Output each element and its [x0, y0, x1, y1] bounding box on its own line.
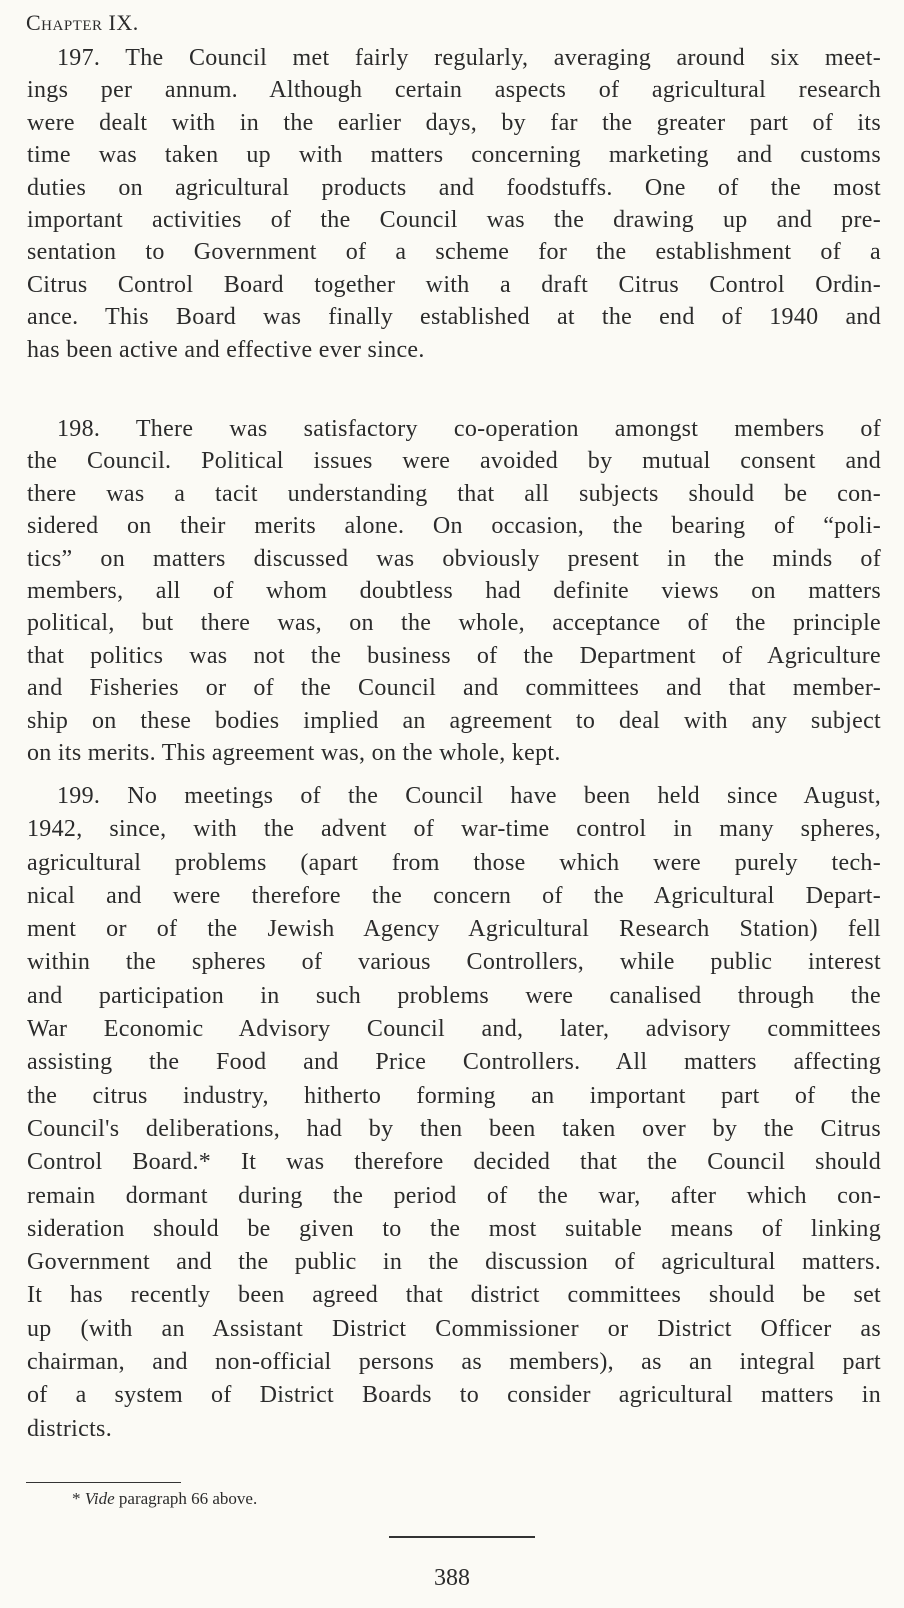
- footnote-vide: Vide: [84, 1489, 115, 1508]
- text-line: that politics was not the business of the Department of Agriculture: [27, 642, 881, 669]
- text-line: the citrus industry, hitherto forming an important part of the: [27, 1082, 881, 1109]
- footnote-text: paragraph 66 above.: [118, 1489, 258, 1508]
- text-line: of a system of District Boards to consider agricultural matters in: [27, 1382, 881, 1409]
- text-line: important activities of the Council was the drawing up and pre-: [27, 206, 881, 233]
- text-line: ance. This Board was finally established at the end of 1940 and: [27, 304, 881, 331]
- text-line: on its merits. This agreement was, on the whole, kept.: [27, 739, 561, 766]
- text-line: nical and were therefore the concern of the Agricultural Depart-: [27, 882, 881, 909]
- footnote: [72, 1489, 257, 1509]
- text-line: ship on these bodies implied an agreement to deal with any subject: [27, 707, 881, 734]
- text-line: 198. There was satisfactory co-operation amongst members of: [57, 416, 881, 442]
- text-line: sidered on their merits alone. On occasion, the bearing of “poli-: [27, 513, 881, 540]
- paragraph-197: [27, 42, 881, 366]
- text-line: ings per annum. Although certain aspects of agricultural research: [27, 77, 881, 104]
- text-line: members, all of whom doubtless had definite views on matters: [27, 577, 881, 604]
- footnote-marker: *: [72, 1489, 81, 1508]
- text-line: agricultural problems (apart from those which were purely tech-: [27, 849, 881, 876]
- text-line: Council's deliberations, had by then been taken over by the Citrus: [27, 1115, 881, 1142]
- text-line: 199. No meetings of the Council have been held since August,: [57, 783, 881, 809]
- text-line: It has recently been agreed that district committees should be set: [27, 1282, 881, 1309]
- text-line: there was a tacit understanding that all subjects should be con-: [27, 480, 881, 507]
- text-line: within the spheres of various Controllers, while public interest: [27, 949, 881, 976]
- page-number: 388: [434, 1565, 470, 1591]
- text-line: the Council. Political issues were avoided by mutual consent and: [27, 448, 881, 475]
- chapter-heading: Chapter IX.: [26, 10, 139, 35]
- text-line: Control Board.* It was therefore decided that the Council should: [27, 1149, 881, 1176]
- footnote-divider: [26, 1482, 181, 1483]
- text-line: tics” on matters discussed was obviously present in the minds of: [27, 545, 881, 572]
- text-line: political, but there was, on the whole, acceptance of the principle: [27, 610, 881, 637]
- text-line: 197. The Council met fairly regularly, averaging around six meet-: [57, 45, 881, 71]
- text-line: ment or of the Jewish Agency Agricultural Research Station) fell: [27, 916, 881, 943]
- text-line: districts.: [27, 1415, 112, 1442]
- text-line: sentation to Government of a scheme for the establishment of a: [27, 239, 881, 266]
- paragraph-198: [27, 413, 881, 769]
- text-line: duties on agricultural products and foodstuffs. One of the most: [27, 174, 881, 201]
- paragraph-199: [27, 780, 881, 1446]
- text-line: War Economic Advisory Council and, later, advisory committees: [27, 1016, 881, 1043]
- section-end-rule: [389, 1536, 535, 1538]
- text-line: and participation in such problems were canalised through the: [27, 982, 881, 1009]
- text-line: Government and the public in the discussion of agricultural matters.: [27, 1249, 881, 1276]
- text-line: time was taken up with matters concerning marketing and customs: [27, 142, 881, 169]
- text-line: assisting the Food and Price Controllers. All matters affecting: [27, 1049, 881, 1076]
- text-line: and Fisheries or of the Council and committees and that member-: [27, 675, 881, 702]
- text-line: has been active and effective ever since.: [27, 336, 425, 363]
- text-line: chairman, and non-official persons as members), as an integral part: [27, 1349, 881, 1376]
- text-line: remain dormant during the period of the war, after which con-: [27, 1182, 881, 1209]
- text-line: Citrus Control Board together with a draft Citrus Control Ordin-: [27, 271, 881, 298]
- text-line: were dealt with in the earlier days, by far the greater part of its: [27, 109, 881, 136]
- text-line: sideration should be given to the most suitable means of linking: [27, 1215, 881, 1242]
- text-line: 1942, since, with the advent of war-time control in many spheres,: [27, 816, 881, 843]
- text-line: up (with an Assistant District Commissioner or District Officer as: [27, 1315, 881, 1342]
